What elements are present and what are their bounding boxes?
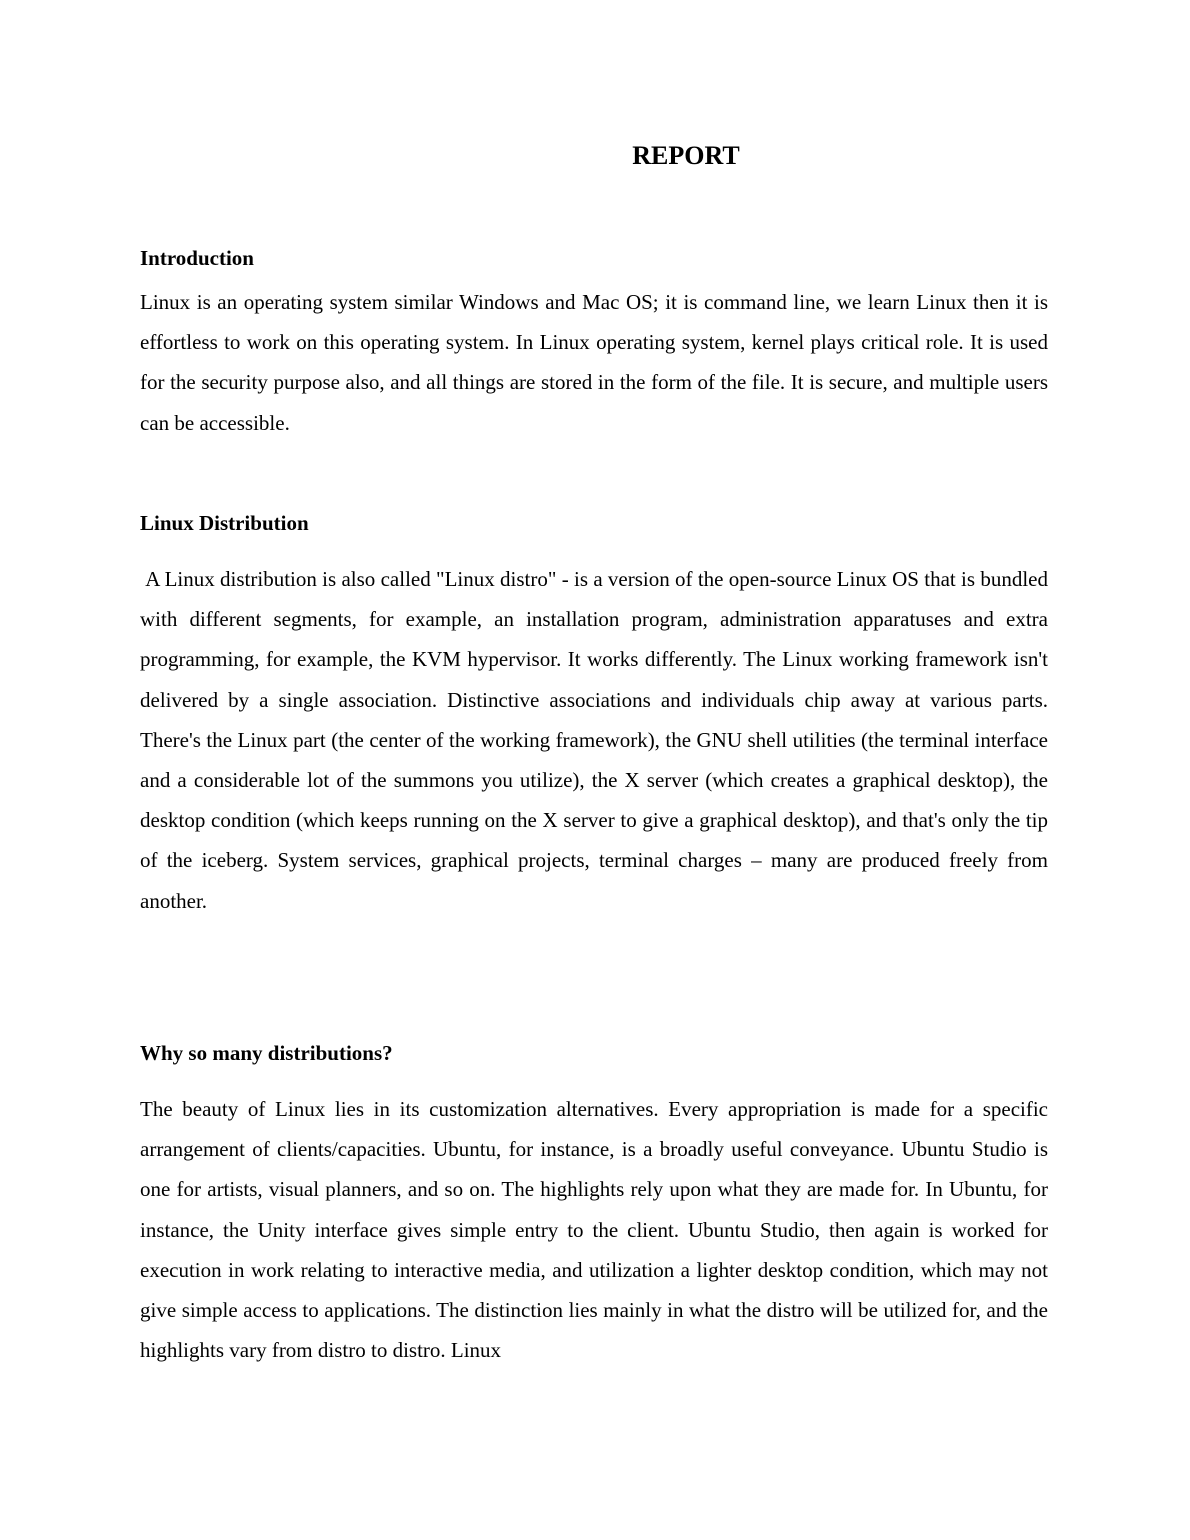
section-body-linux-distribution: A Linux distribution is also called "Linux distro" - is a version of the open-source Linux OS that is bundled with different segments, for example, an installation program, administration apparatuses and extra programming, for example, the KVM hypervisor. It works differently. The Linux working framework isn't delivered by a single association. Distinctive associations and individuals chip away at various parts. There's the Linux part (the center of the working framework), the GNU shell utilities (the terminal interface and a considerable lot of the summons you utilize), the X server (which creates a graphical desktop), the desktop condition (which keeps running on the X server to give a graphical desktop), and that's only the tip of the iceberg. System services, graphical projects, terminal charges – many are produced freely from another. [140,567,1054,913]
section-body-introduction: Linux is an operating system similar Windows and Mac OS; it is command line, we learn Linux then it is effortless to work on this operating system. In Linux operating system, kernel plays critical role. It is used for the security purpose also, and all things are stored in the form of the file. It is secure, and multiple users can be accessible. [140,290,1048,435]
section-heading-why-so-many: Why so many distributions? [140,1041,393,1065]
section-heading-introduction: Introduction [140,246,254,270]
section-heading-linux-distribution: Linux Distribution [140,511,309,535]
section-body-why-so-many: The beauty of Linux lies in its customization alternatives. Every appropriation is made for a specific arrangement of clients/capacities. Ubuntu, for instance, is a broadly useful conveyance. Ubuntu Studio is one for artists, visual planners, and so on. The highlights rely upon what they are made for. In Ubuntu, for instance, the Unity interface gives simple entry to the client. Ubuntu Studio, then again is worked for execution in work relating to interactive media, and utilization a lighter desktop condition, which may not give simple access to applications. The distinction lies mainly in what the distro will be utilized for, and the highlights vary from distro to distro. Linux [140,1097,1048,1363]
document-title: REPORT [632,141,740,170]
